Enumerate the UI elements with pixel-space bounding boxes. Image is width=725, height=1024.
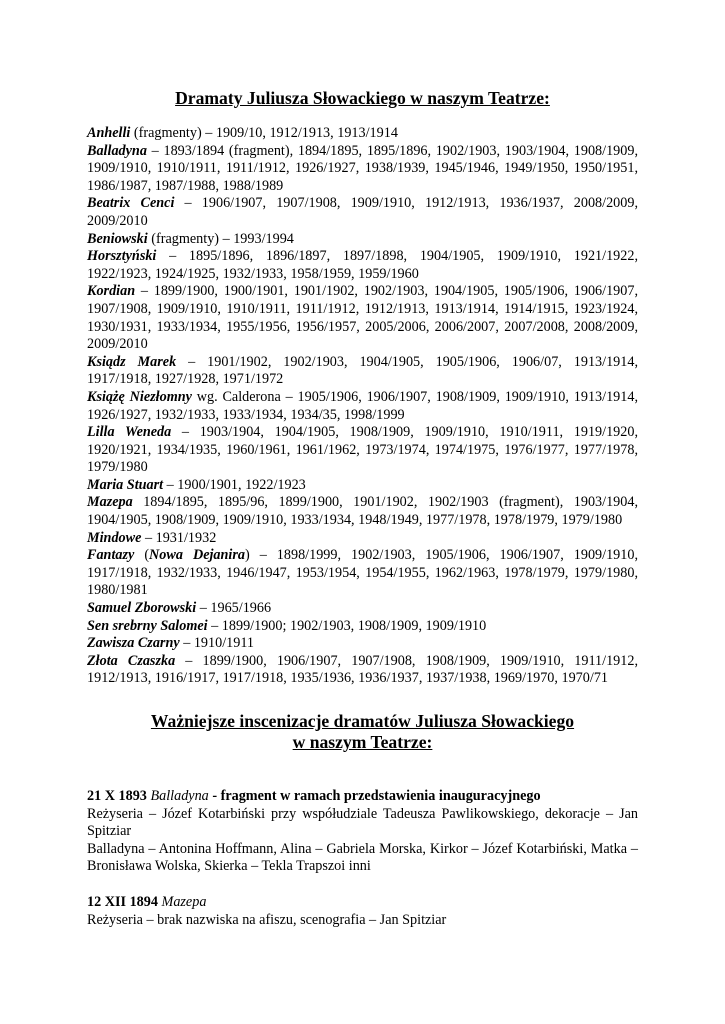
- production-heading: [87, 894, 638, 912]
- list-item: [87, 530, 638, 548]
- play-name: Ksiądz Marek: [87, 353, 177, 370]
- play-name: Lilla Weneda: [87, 424, 172, 441]
- play-name: Mazepa: [87, 494, 133, 511]
- play-name: Mindowe: [87, 529, 142, 546]
- production-heading: [87, 788, 638, 806]
- plays-list: [87, 125, 638, 688]
- list-item: [87, 600, 638, 618]
- production-note: - fragment w ramach przedstawienia inauguracyjnego: [208, 788, 541, 804]
- section-title-line-1: Ważniejsze inscenizacje dramatów Juliusza Słowackiego: [150, 711, 575, 731]
- page-title: Dramaty Juliusza Słowackiego w naszym Teatrze:: [175, 88, 550, 108]
- list-item: [87, 231, 638, 249]
- play-name: Kordian: [87, 283, 136, 300]
- production-play: Balladyna: [150, 788, 209, 804]
- play-seasons: – 1899/1900, 1906/1907, 1907/1908, 1908/1909, 1909/1910, 1911/1912, 1912/1913, 1916/1917, 1917/1918, 1935/1936, 1936/1937, 1937/1938, 1969/1970, 1970/71: [87, 652, 639, 687]
- production-date: 12 XII 1894: [87, 893, 162, 910]
- play-name: Książę Niezłomny: [87, 388, 192, 405]
- play-name: Samuel Zborowski: [87, 600, 197, 617]
- production-play: Mazepa: [161, 893, 207, 910]
- play-name: Anhelli: [87, 125, 131, 141]
- production-direction: Reżyseria – Józef Kotarbiński przy współudziale Tadeusza Pawlikowskiego, dekoracje – Jan Spitziar: [87, 805, 638, 840]
- play-seasons: – 1900/1901, 1922/1923: [163, 476, 306, 493]
- play-subtitle: Nowa Dejanira: [149, 547, 245, 564]
- production-direction: Reżyseria – brak nazwiska na afiszu, scenografia – Jan Spitziar: [87, 911, 447, 928]
- list-item: [87, 125, 638, 143]
- list-item: [87, 618, 638, 636]
- list-item: [87, 354, 638, 389]
- play-name: Złota Czaszka: [87, 652, 176, 669]
- play-name: Beatrix Cenci: [87, 195, 175, 212]
- spacer: [87, 876, 638, 894]
- play-seasons: – 1899/1900, 1900/1901, 1901/1902, 1902/1903, 1904/1905, 1905/1906, 1906/1907, 1907/1908, 1909/1910, 1910/1911, 1911/1912, 1912/1913, 1913/1914, 1914/1915, 1923/1924, 1930/1931, 1933/1934, 1955/1956, 1956/1957, 2005/2006, 2006/2007, 2007/2008, 2008/2009, 2009/2010: [87, 283, 638, 353]
- play-name: Maria Stuart: [87, 476, 164, 493]
- section-title-line-2: w naszym Teatrze:: [292, 732, 433, 752]
- play-seasons: – 1895/1896, 1896/1897, 1897/1898, 1904/1905, 1909/1910, 1921/1922, 1922/1923, 1924/1925, 1932/1933, 1958/1959, 1959/1960: [87, 248, 638, 282]
- list-item: [87, 653, 638, 688]
- list-item: [87, 283, 638, 353]
- play-name: Sen srebrny Salomei: [87, 617, 208, 634]
- play-seasons: – 1903/1904, 1904/1905, 1908/1909, 1909/1910, 1910/1911, 1919/1920, 1920/1921, 1934/1935, 1960/1961, 1961/1962, 1973/1974, 1974/1975, 1976/1977, 1977/1978, 1979/1980: [87, 424, 639, 476]
- play-seasons: – 1931/1932: [141, 529, 217, 546]
- list-item: [87, 477, 638, 495]
- play-seasons: – 1901/1902, 1902/1903, 1904/1905, 1905/1906, 1906/07, 1913/1914, 1917/1918, 1927/1928, 1971/1972: [87, 353, 638, 388]
- list-item: [87, 389, 638, 424]
- productions-list: [87, 788, 638, 929]
- play-name: Horsztyński: [87, 248, 157, 265]
- play-seasons: (fragmenty) – 1993/1994: [147, 230, 294, 247]
- play-name: Zawisza Czarny: [87, 635, 180, 652]
- play-name: Fantazy: [87, 547, 135, 564]
- section-title: [0, 711, 725, 753]
- list-item: [87, 494, 638, 529]
- list-item: [87, 248, 638, 283]
- list-item: [87, 635, 638, 653]
- paren-close: ): [244, 547, 250, 564]
- play-name: Balladyna: [87, 142, 147, 159]
- play-seasons: wg. Calderona – 1905/1906, 1906/1907, 1908/1909, 1909/1910, 1913/1914, 1926/1927, 1932/1933, 1933/1934, 1934/35, 1998/1999: [87, 388, 638, 423]
- list-item: [87, 143, 638, 196]
- play-name: Beniowski: [87, 230, 148, 247]
- play-seasons: – 1965/1966: [196, 600, 272, 617]
- list-item: [87, 195, 638, 230]
- play-seasons: 1894/1895, 1895/96, 1899/1900, 1901/1902, 1902/1903 (fragment), 1903/1904, 1904/1905, 1908/1909, 1909/1910, 1933/1934, 1948/1949, 1977/1978, 1978/1979, 1979/1980: [87, 494, 638, 529]
- play-seasons: – 1906/1907, 1907/1908, 1909/1910, 1912/1913, 1936/1937, 2008/2009, 2009/2010: [87, 195, 638, 229]
- production-cast: Balladyna – Antonina Hoffmann, Alina – Gabriela Morska, Kirkor – Józef Kotarbiński, Matka – Bronisława Wolska, Skierka – Tekla Trapszoi inni: [87, 840, 638, 875]
- play-seasons: (fragmenty) – 1909/10, 1912/1913, 1913/1914: [130, 125, 398, 141]
- play-seasons: – 1893/1894 (fragment), 1894/1895, 1895/1896, 1902/1903, 1903/1904, 1908/1909, 1909/1910, 1910/1911, 1911/1912, 1926/1927, 1938/1939, 1945/1946, 1949/1950, 1950/1951, 1986/1987, 1987/1988, 1988/1989: [87, 142, 638, 194]
- play-seasons: – 1899/1900; 1902/1903, 1908/1909, 1909/1910: [207, 617, 487, 634]
- production-date: 21 X 1893: [87, 788, 151, 804]
- play-seasons: – 1898/1999, 1902/1903, 1905/1906, 1906/1907, 1909/1910, 1917/1918, 1932/1933, 1946/1947, 1953/1954, 1954/1955, 1962/1963, 1978/1979, 1979/1980, 1980/1981: [87, 547, 638, 599]
- play-seasons: – 1910/1911: [179, 635, 254, 652]
- list-item: [87, 547, 638, 600]
- paren-open: (: [134, 547, 150, 564]
- list-item: [87, 424, 638, 477]
